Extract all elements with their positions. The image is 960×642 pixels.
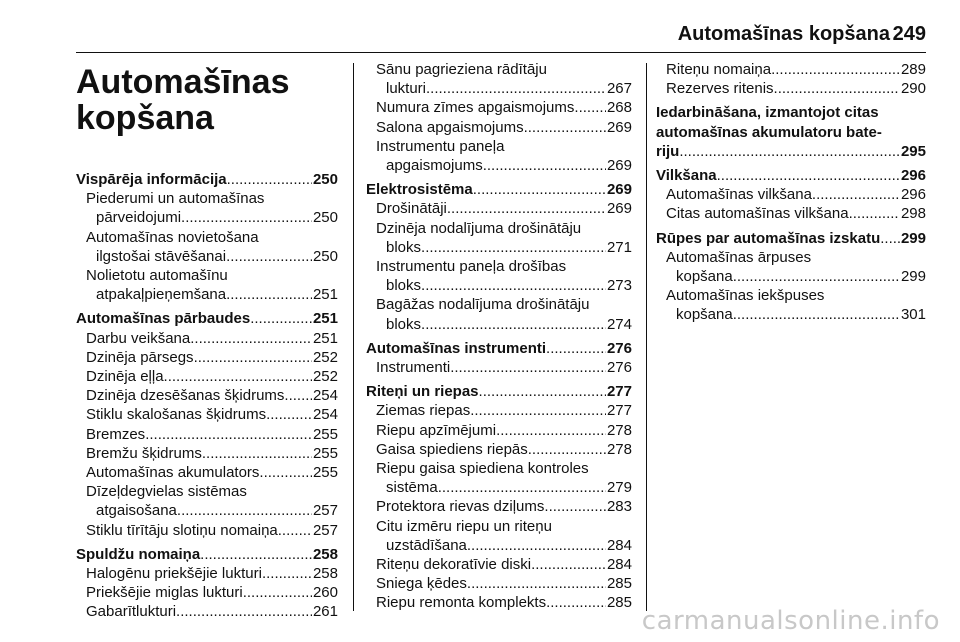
toc-entry-title: Gabarītlukturi ..... — [86, 602, 312, 621]
toc-section-heading — [366, 180, 632, 199]
toc-entry — [366, 60, 632, 98]
toc-entry-title: Automašīnas akumulators ..... — [86, 463, 312, 482]
toc-page-ref: 283 — [606, 498, 632, 516]
toc-page-ref: 255 — [312, 444, 338, 462]
toc-page-ref: 260 — [312, 584, 338, 602]
toc-section-title: Vilkšana ..... — [656, 166, 900, 185]
toc-page-ref: 261 — [312, 603, 338, 621]
toc-entry-title: Darbu veikšana ..... — [86, 329, 312, 348]
toc-section-title: riju ..... — [656, 142, 901, 161]
toc-entry-line — [86, 583, 338, 602]
toc-entry-line — [86, 285, 338, 304]
toc-page-ref: 290 — [900, 80, 926, 98]
toc-entry-line — [666, 305, 926, 324]
toc-section-title: Elektrosistēma ..... — [366, 180, 606, 199]
toc-entry-title: Riteņu dekoratīvie diski ..... — [376, 555, 606, 574]
toc-page-ref: 250 — [312, 209, 338, 227]
toc-entry-title: Salona apgaismojums ..... — [376, 118, 606, 137]
toc-entry-title: Riteņu nomaiņa ..... — [666, 60, 900, 79]
toc-page-ref: 258 — [312, 565, 338, 583]
toc-page-ref: 255 — [312, 425, 338, 443]
toc-page-ref: 298 — [900, 205, 926, 223]
toc-entry — [76, 329, 338, 348]
toc-entry-line — [86, 367, 338, 386]
toc-entry — [76, 189, 338, 227]
toc-page-ref: 271 — [606, 238, 632, 256]
toc-entry-line — [376, 98, 632, 117]
toc-entry-title: Drošinātāji ..... — [376, 199, 606, 218]
toc-entry-title: apgaismojums ..... — [386, 156, 606, 175]
toc-page-ref: 269 — [606, 181, 632, 199]
toc-section-heading — [76, 309, 338, 328]
toc-page-ref: 299 — [900, 229, 926, 247]
toc-entry-title: pārveidojumi ..... — [96, 208, 312, 227]
toc-entry-line: Piederumi un automašīnas — [86, 190, 265, 208]
toc-entry — [656, 185, 926, 204]
toc-entry-line: Instrumentu paneļa — [376, 137, 505, 155]
toc-entry-title: Dzinēja eļļa ..... — [86, 367, 312, 386]
toc-entry — [366, 440, 632, 459]
toc-entry — [366, 295, 632, 333]
toc-page-ref: 258 — [312, 545, 338, 563]
running-header-title: Automašīnas kopšana — [677, 23, 890, 45]
toc-entry — [76, 228, 338, 266]
toc-entry — [76, 463, 338, 482]
toc-entry-title: bloks ..... — [386, 276, 606, 295]
toc-entry-line — [376, 574, 632, 593]
toc-entry-line — [86, 386, 338, 405]
toc-entry-line: Bagāžas nodalījuma drošinātāju — [376, 296, 590, 314]
toc-section-title-line: Iedarbināšana, izmantojot citas — [656, 104, 879, 122]
toc-page-ref: 269 — [606, 157, 632, 175]
toc-entry-line — [86, 501, 338, 520]
toc-entry — [366, 497, 632, 516]
toc-entry — [366, 358, 632, 377]
toc-entry-title: Instrumenti ..... — [376, 358, 606, 377]
toc-section-title-line: automašīnas akumulatoru bate- — [656, 123, 882, 141]
toc-entry — [76, 425, 338, 444]
toc-entry-title: Priekšējie miglas lukturi ..... — [86, 583, 312, 602]
toc-entry-title: atpakaļpieņemšana ..... — [96, 285, 312, 304]
toc-entry-title: Gaisa spiediens riepās ..... — [376, 440, 606, 459]
toc-entry-line — [86, 463, 338, 482]
toc-entry — [76, 348, 338, 367]
toc-entry — [656, 248, 926, 286]
toc-page-ref: 269 — [606, 200, 632, 218]
toc-entry-line — [86, 405, 338, 424]
toc-section-heading — [656, 229, 926, 248]
toc-page-ref: 269 — [606, 118, 632, 136]
toc-column-1 — [76, 170, 338, 622]
toc-page-ref: 277 — [606, 402, 632, 420]
toc-section-title: Vispārēja informācija ..... — [76, 170, 312, 189]
column-divider — [353, 63, 354, 611]
toc-entry — [76, 521, 338, 540]
toc-entry-line — [376, 478, 632, 497]
toc-page-ref: 285 — [606, 594, 632, 612]
toc-section-heading — [76, 170, 338, 189]
toc-entry-title: bloks ..... — [386, 238, 606, 257]
toc-entry-title: Stiklu skalošanas šķidrums ..... — [86, 405, 312, 424]
toc-entry-line — [86, 348, 338, 367]
toc-page-ref: 289 — [900, 61, 926, 78]
toc-entry-title: Bremzes ..... — [86, 425, 312, 444]
toc-section-title: Spuldžu nomaiņa ..... — [76, 545, 312, 564]
toc-entry-title: Citas automašīnas vilkšana ..... — [666, 204, 900, 223]
toc-entry-line — [86, 208, 338, 227]
column-divider — [646, 63, 647, 611]
toc-column-2 — [366, 60, 632, 613]
toc-entry-line — [86, 444, 338, 463]
toc-entry-line — [376, 156, 632, 175]
toc-entry — [76, 444, 338, 463]
toc-entry-line: Automašīnas novietošana — [86, 228, 259, 246]
watermark: carmanualsonline.info — [641, 606, 940, 636]
toc-entry-line — [376, 401, 632, 420]
toc-entry-line — [376, 199, 632, 218]
toc-entry — [366, 574, 632, 593]
toc-entry-line — [376, 315, 632, 334]
toc-section-heading — [366, 382, 632, 401]
toc-entry-title: Dzinēja pārsegs ..... — [86, 348, 312, 367]
toc-entry-title: Dzinēja dzesēšanas šķidrums ..... — [86, 386, 312, 405]
toc-page-ref: 301 — [900, 306, 926, 324]
toc-entry — [366, 98, 632, 117]
toc-page-ref: 276 — [606, 339, 632, 357]
toc-section-title: Automašīnas instrumenti ..... — [366, 339, 606, 358]
chapter-title-line: Automašīnas — [76, 63, 290, 101]
toc-entry-title: ilgstošai stāvēšanai ..... — [96, 247, 312, 266]
toc-page-ref: 273 — [606, 277, 632, 295]
toc-page-ref: 257 — [312, 502, 338, 520]
toc-page-ref: 279 — [606, 479, 632, 497]
toc-entry-line: Automašīnas iekšpuses — [666, 287, 825, 305]
toc-page-ref: 254 — [312, 406, 338, 424]
toc-entry-line — [86, 425, 338, 444]
toc-entry-title: lukturi ..... — [386, 79, 606, 98]
toc-entry-line: Dīzeļdegvielas sistēmas — [86, 483, 247, 501]
toc-entry — [366, 555, 632, 574]
toc-entry-title: Sniega ķēdes ..... — [376, 574, 606, 593]
toc-entry-title: Rezerves ritenis ..... — [666, 79, 900, 98]
toc-entry — [656, 79, 926, 98]
toc-entry-title: Stiklu tīrītāju slotiņu nomaiņa ..... — [86, 521, 312, 540]
toc-section-title: Riteņi un riepas ..... — [366, 382, 606, 401]
toc-entry-line: Citu izmēru riepu un riteņu — [376, 517, 552, 535]
toc-entry-line — [86, 564, 338, 583]
toc-entry-line — [666, 267, 926, 286]
header-rule — [76, 52, 926, 53]
toc-page-ref: 295 — [900, 142, 926, 160]
toc-page-ref: 252 — [312, 368, 338, 386]
toc-section-heading — [76, 545, 338, 564]
chapter-title-line: kopšana — [76, 99, 214, 137]
toc-entry — [366, 517, 632, 555]
toc-entry-title: Numura zīmes apgaismojums ..... — [376, 98, 606, 117]
toc-entry-line — [376, 555, 632, 574]
toc-entry-title: bloks ..... — [386, 315, 606, 334]
toc-entry-line: Sānu pagrieziena rādītāju — [376, 61, 547, 78]
toc-entry-line: Instrumentu paneļa drošības — [376, 258, 567, 276]
toc-entry — [366, 421, 632, 440]
toc-entry-line — [376, 421, 632, 440]
toc-section-heading — [656, 166, 926, 185]
toc-page-ref: 278 — [606, 440, 632, 458]
toc-entry-title: sistēma ..... — [386, 478, 606, 497]
toc-entry — [76, 564, 338, 583]
toc-entry-line — [376, 358, 632, 377]
toc-entry-line — [376, 276, 632, 295]
toc-column-3 — [656, 60, 926, 325]
toc-entry — [76, 405, 338, 424]
toc-page-ref: 255 — [312, 464, 338, 482]
toc-page-ref: 284 — [606, 536, 632, 554]
toc-page-ref: 278 — [606, 421, 632, 439]
toc-page-ref: 268 — [606, 99, 632, 117]
toc-entry-line — [666, 185, 926, 204]
toc-page-ref: 267 — [606, 80, 632, 98]
toc-entry — [76, 386, 338, 405]
toc-entry-title: uzstādīšana ..... — [386, 536, 606, 555]
toc-page-ref: 250 — [312, 171, 338, 188]
chapter-title — [76, 64, 346, 136]
toc-entry-title: Automašīnas vilkšana ..... — [666, 185, 900, 204]
toc-entry-line — [86, 247, 338, 266]
toc-entry-line — [376, 79, 632, 98]
toc-entry — [656, 286, 926, 324]
toc-entry-line: Dzinēja nodalījuma drošinātāju — [376, 219, 582, 237]
toc-entry-title: kopšana ..... — [676, 267, 900, 286]
toc-entry-line: Riepu gaisa spiediena kontroles — [376, 460, 589, 478]
toc-entry — [76, 266, 338, 304]
toc-page-ref: 252 — [312, 348, 338, 366]
toc-entry — [656, 60, 926, 79]
toc-entry-title: Riepu remonta komplekts ..... — [376, 593, 606, 612]
toc-section-title-line — [656, 142, 926, 161]
toc-entry-title: Halogēnu priekšējie lukturi ..... — [86, 564, 312, 583]
toc-page-ref: 257 — [312, 521, 338, 539]
toc-entry-line — [86, 329, 338, 348]
toc-entry-line — [376, 440, 632, 459]
toc-entry-line — [376, 238, 632, 257]
toc-entry — [366, 401, 632, 420]
toc-entry — [366, 459, 632, 497]
toc-entry-line — [376, 118, 632, 137]
toc-entry-title: kopšana ..... — [676, 305, 900, 324]
toc-entry — [76, 482, 338, 520]
toc-page-ref: 285 — [606, 575, 632, 593]
toc-page-ref: 254 — [312, 387, 338, 405]
toc-page-ref: 296 — [900, 167, 926, 185]
toc-section-heading — [656, 103, 926, 161]
toc-entry-title: Protektora rievas dziļums ..... — [376, 497, 606, 516]
toc-section-heading — [366, 339, 632, 358]
toc-page-ref: 284 — [606, 556, 632, 574]
toc-entry-title: Bremžu šķidrums ..... — [86, 444, 312, 463]
page-number: 249 — [892, 23, 926, 45]
toc-entry-title: Ziemas riepas ..... — [376, 401, 606, 420]
toc-page-ref: 277 — [606, 383, 632, 401]
toc-entry-line — [86, 521, 338, 540]
toc-page-ref: 276 — [606, 359, 632, 377]
toc-entry — [76, 583, 338, 602]
toc-page-ref: 299 — [900, 268, 926, 286]
toc-page-ref: 251 — [312, 286, 338, 304]
toc-entry — [366, 118, 632, 137]
toc-entry-line — [86, 602, 338, 621]
toc-entry — [656, 204, 926, 223]
toc-entry — [366, 257, 632, 295]
toc-entry-title: atgaisošana ..... — [96, 501, 312, 520]
toc-section-title: Rūpes par automašīnas izskatu ..... — [656, 229, 900, 248]
toc-entry-title: Riepu apzīmējumi ..... — [376, 421, 606, 440]
toc-page-ref: 250 — [312, 247, 338, 265]
toc-section-title: Automašīnas pārbaudes ..... — [76, 309, 312, 328]
toc-entry-line — [666, 204, 926, 223]
toc-page-ref: 296 — [900, 186, 926, 204]
toc-entry-line: Automašīnas ārpuses — [666, 248, 812, 266]
toc-entry — [76, 602, 338, 621]
toc-entry-line — [376, 497, 632, 516]
toc-entry — [366, 199, 632, 218]
toc-entry-line — [666, 60, 926, 79]
toc-entry — [366, 219, 632, 257]
toc-page-ref: 251 — [312, 310, 338, 328]
toc-entry-line — [666, 79, 926, 98]
toc-page-ref: 251 — [312, 329, 338, 347]
toc-entry — [76, 367, 338, 386]
toc-entry — [366, 137, 632, 175]
toc-entry-line — [376, 536, 632, 555]
toc-entry-line: Nolietotu automašīnu — [86, 267, 228, 285]
toc-page-ref: 274 — [606, 315, 632, 333]
